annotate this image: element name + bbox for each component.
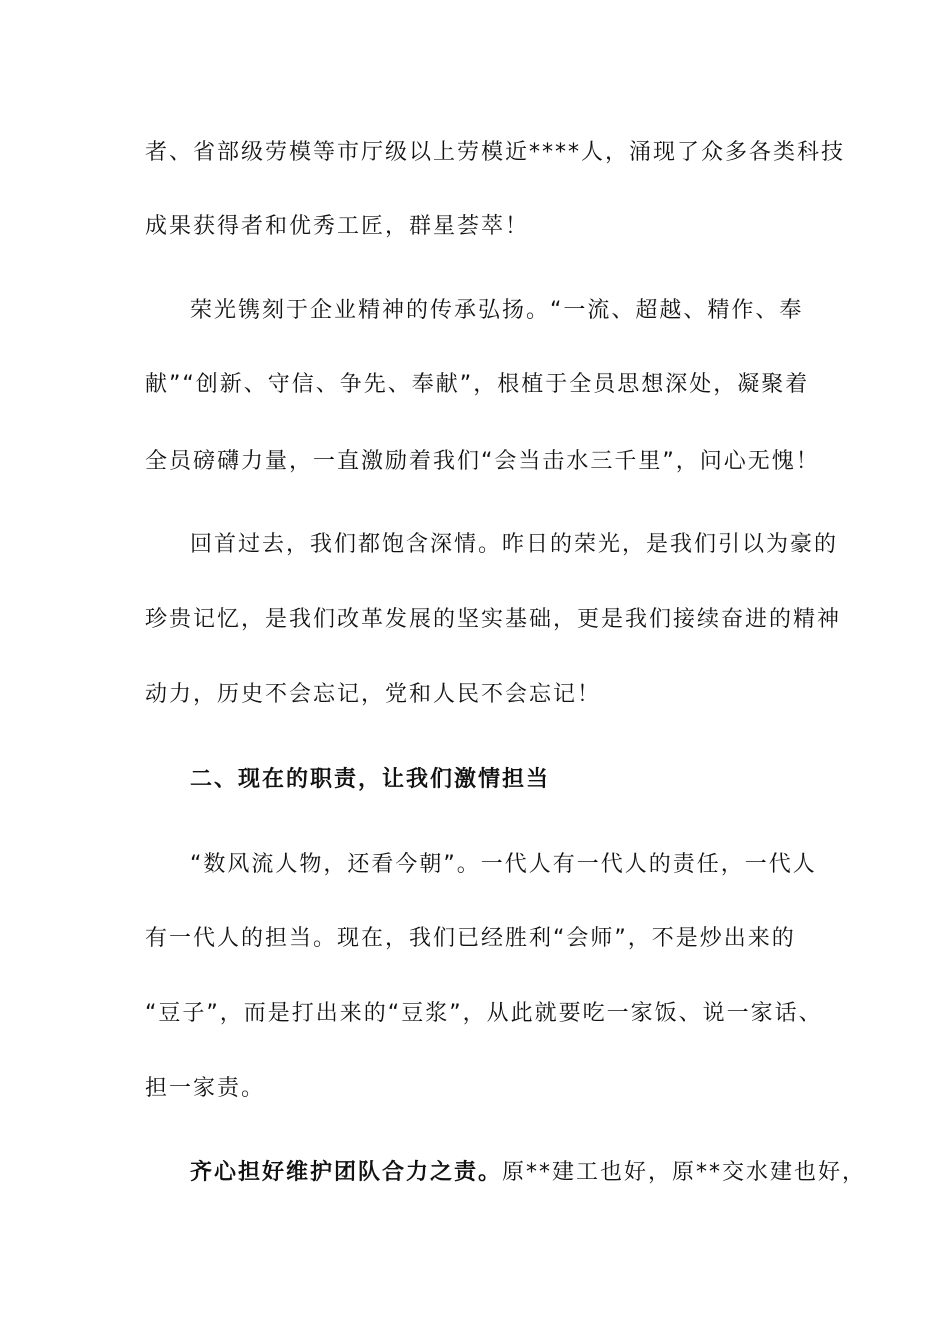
paragraph-4-line-1: “数风流人物，还看今朝”。一代人有一代人的责任，一代人: [190, 852, 817, 877]
paragraph-2-line-1: 荣光镌刻于企业精神的传承弘扬。“一流、超越、精作、奉: [190, 298, 804, 323]
paragraph-4-line-4: 担一家责。: [145, 1076, 266, 1101]
paragraph-1-line-1: 者、省部级劳模等市厅级以上劳模近****人，涌现了众多各类科技: [145, 140, 846, 165]
paragraph-2-line-2: 献”“创新、守信、争先、奉献”，根植于全员思想深处，凝聚着: [145, 372, 810, 397]
paragraph-4-line-2: 有一代人的担当。现在，我们已经胜利“会师”，不是炒出来的: [145, 926, 796, 951]
paragraph-2-line-3: 全员磅礴力量，一直激励着我们“会当击水三千里”，问心无愧！: [145, 449, 820, 474]
paragraph-5-text: 原**建工也好，原**交水建也好，: [502, 1160, 867, 1185]
paragraph-4-line-3: “豆子”，而是打出来的“豆浆”，从此就要吃一家饭、说一家话、: [145, 1001, 823, 1026]
paragraph-3-line-2: 珍贵记忆，是我们改革发展的坚实基础，更是我们接续奋进的精神: [145, 607, 842, 632]
paragraph-3-line-3: 动力，历史不会忘记，党和人民不会忘记！: [145, 682, 602, 707]
paragraph-5-line-1: [190, 1158, 870, 1188]
paragraph-5-lead: 齐心担好维护团队合力之责。: [190, 1160, 503, 1185]
paragraph-3-line-1: 回首过去，我们都饱含深情。昨日的荣光，是我们引以为豪的: [190, 532, 839, 557]
section-heading: 二、现在的职责，让我们激情担当: [190, 767, 551, 792]
paragraph-1-line-2: 成果获得者和优秀工匠，群星荟萃！: [145, 214, 530, 239]
